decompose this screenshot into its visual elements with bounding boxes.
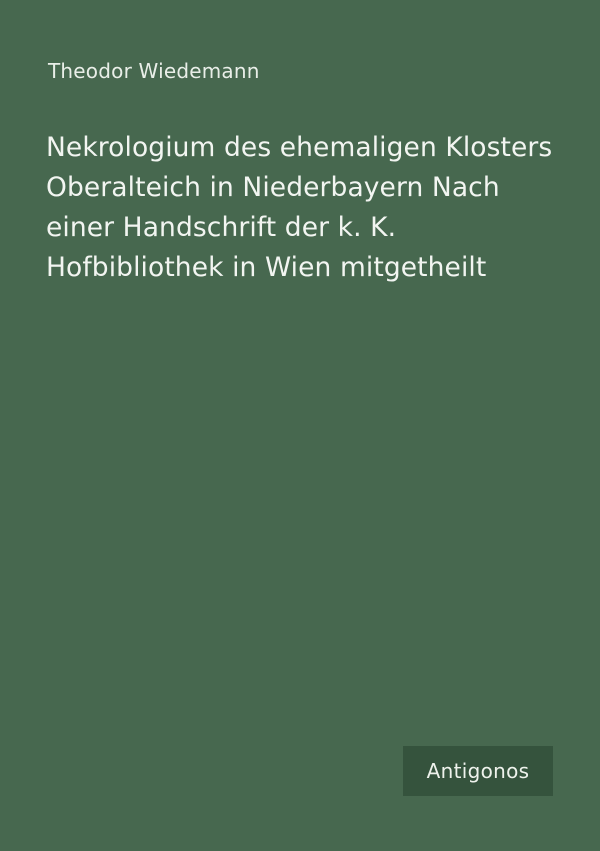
publisher-badge	[403, 746, 553, 796]
publisher-name: Antigonos	[426, 759, 530, 783]
book-title: Nekrologium des ehemaligen Klosters Oberalteich in Niederbayern Nach einer Handschrift der k. K. Hofbibliothek in Wien mitgetheilt	[46, 132, 553, 283]
author-name: Theodor Wiedemann	[48, 59, 260, 83]
